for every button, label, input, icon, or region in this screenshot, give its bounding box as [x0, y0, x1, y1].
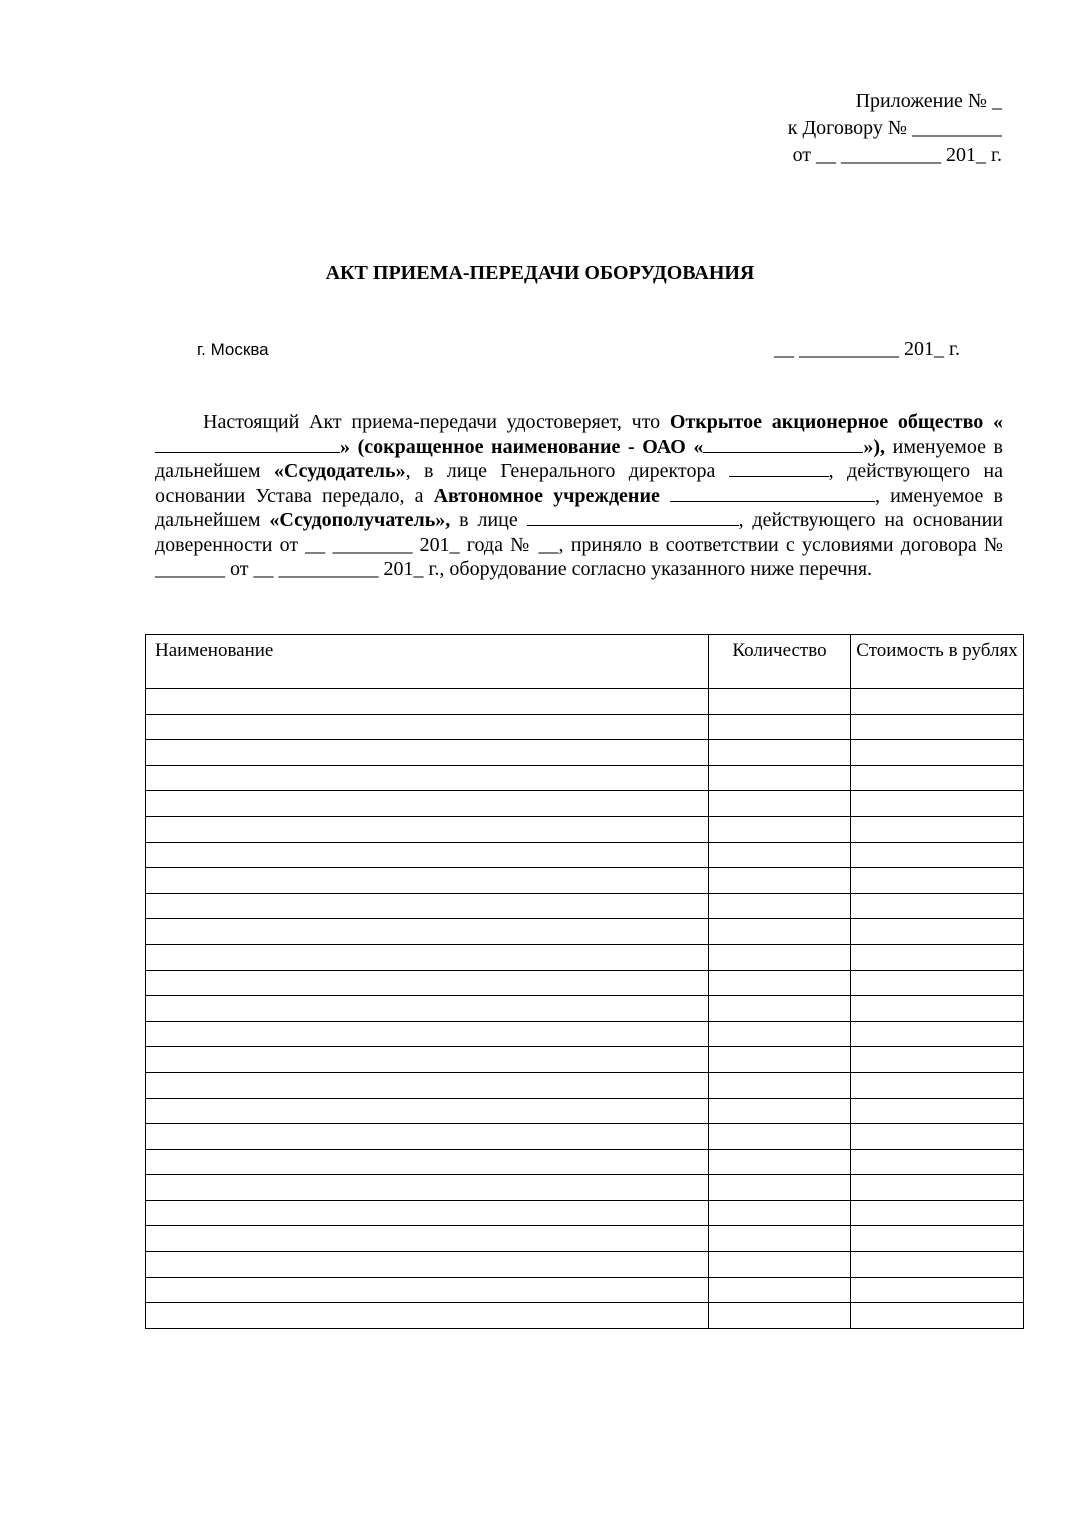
quantity-cell [709, 1021, 851, 1047]
quantity-cell [709, 1175, 851, 1201]
quantity-cell [709, 1277, 851, 1303]
table-row [146, 1226, 1024, 1252]
name-cell [146, 944, 709, 970]
name-cell [146, 1149, 709, 1175]
name-cell [146, 1200, 709, 1226]
paragraph-text: , действующего на основании Устава передало, а [155, 460, 1004, 507]
quantity-cell [709, 1303, 851, 1329]
blank-line [527, 509, 739, 526]
name-cell [146, 740, 709, 766]
table-row [146, 714, 1024, 740]
cost-cell [851, 1175, 1024, 1201]
name-cell [146, 1021, 709, 1047]
quantity-cell [709, 919, 851, 945]
quantity-cell [709, 1149, 851, 1175]
table-row [146, 1277, 1024, 1303]
table-row [146, 791, 1024, 817]
table-row [146, 970, 1024, 996]
quantity-cell [709, 868, 851, 894]
cost-cell [851, 1252, 1024, 1278]
column-header-quantity: Количество [709, 635, 851, 689]
table-row [146, 842, 1024, 868]
name-cell [146, 970, 709, 996]
quantity-cell [709, 970, 851, 996]
paragraph-text: , именуемое в дальнейшем [155, 484, 1003, 531]
table-row [146, 816, 1024, 842]
name-cell [146, 714, 709, 740]
table-row [146, 689, 1024, 715]
quantity-cell [709, 816, 851, 842]
cost-cell [851, 1124, 1024, 1150]
table-header-row [146, 635, 1024, 689]
cost-cell [851, 842, 1024, 868]
contract-reference: к Договору № _________ [787, 117, 1002, 139]
contract-date: от __ __________ 201_ г. [792, 144, 1002, 166]
place-date: __ __________ 201_ г. [774, 338, 960, 360]
name-cell [146, 919, 709, 945]
quantity-cell [709, 689, 851, 715]
table-row [146, 1072, 1024, 1098]
act-paragraph [155, 410, 1003, 582]
cost-cell [851, 816, 1024, 842]
table-row [146, 765, 1024, 791]
cost-cell [851, 868, 1024, 894]
cost-cell [851, 1149, 1024, 1175]
quantity-cell [709, 1047, 851, 1073]
cost-cell [851, 765, 1024, 791]
cost-cell [851, 893, 1024, 919]
name-cell [146, 1175, 709, 1201]
cost-cell [851, 791, 1024, 817]
name-cell [146, 689, 709, 715]
table-row [146, 1252, 1024, 1278]
cost-cell [851, 714, 1024, 740]
place-city: г. Москва [197, 340, 269, 359]
quantity-cell [709, 1072, 851, 1098]
quantity-cell [709, 996, 851, 1022]
table-row [146, 740, 1024, 766]
column-header-name: Наименование [146, 635, 709, 689]
paragraph-text: , действующего на основании доверенности от __ ________ 201_ года № __, приняло в соответствии с условиями договора № _______ от __ __________ 201_ г., оборудование согласно указанного ниже перечня. [155, 509, 1004, 580]
quantity-cell [709, 791, 851, 817]
table-row [146, 893, 1024, 919]
cost-cell [851, 689, 1024, 715]
name-cell [146, 1303, 709, 1329]
table-row [146, 1303, 1024, 1329]
cost-cell [851, 1277, 1024, 1303]
quantity-cell [709, 765, 851, 791]
cost-cell [851, 1303, 1024, 1329]
name-cell [146, 1252, 709, 1278]
appendix-header [788, 88, 1002, 169]
cost-cell [851, 1047, 1024, 1073]
quantity-cell [709, 740, 851, 766]
paragraph-bold: «Ссудополучатель», [269, 509, 451, 531]
cost-cell [851, 1226, 1024, 1252]
cost-cell [851, 919, 1024, 945]
table-row [146, 1021, 1024, 1047]
cost-cell [851, 740, 1024, 766]
table-row [146, 1098, 1024, 1124]
name-cell [146, 996, 709, 1022]
table-row [146, 1047, 1024, 1073]
column-header-cost: Стоимость в рублях [851, 635, 1024, 689]
cost-cell [851, 1072, 1024, 1098]
paragraph-bold: Автономное учреждение [433, 484, 670, 507]
cost-cell [851, 996, 1024, 1022]
quantity-cell [709, 944, 851, 970]
name-cell [146, 816, 709, 842]
quantity-cell [709, 842, 851, 868]
name-cell [146, 868, 709, 894]
name-cell [146, 1047, 709, 1073]
quantity-cell [709, 1098, 851, 1124]
table-row [146, 868, 1024, 894]
table-row [146, 1124, 1024, 1150]
blank-line [670, 485, 875, 502]
name-cell [146, 1124, 709, 1150]
table-row [146, 1149, 1024, 1175]
cost-cell [851, 1098, 1024, 1124]
table-row [146, 919, 1024, 945]
paragraph-text: в лице [450, 509, 527, 531]
blank-line [729, 460, 829, 477]
quantity-cell [709, 893, 851, 919]
quantity-cell [709, 1226, 851, 1252]
name-cell [146, 1277, 709, 1303]
blank-line [703, 436, 863, 453]
cost-cell [851, 944, 1024, 970]
name-cell [146, 893, 709, 919]
table-row [146, 1200, 1024, 1226]
quantity-cell [709, 1124, 851, 1150]
table-row [146, 944, 1024, 970]
appendix-number: Приложение № _ [855, 90, 1002, 112]
paragraph-bold: «Ссудодатель» [273, 460, 406, 482]
cost-cell [851, 970, 1024, 996]
paragraph-bold: »), [863, 435, 886, 458]
name-cell [146, 765, 709, 791]
paragraph-text: именуемое в дальнейшем [155, 435, 1003, 482]
cost-cell [851, 1021, 1024, 1047]
quantity-cell [709, 714, 851, 740]
paragraph-text: , в лице Генерального директора [405, 460, 729, 482]
name-cell [146, 1226, 709, 1252]
table-body [146, 689, 1024, 1329]
table-row [146, 1175, 1024, 1201]
name-cell [146, 842, 709, 868]
quantity-cell [709, 1252, 851, 1278]
document-title: АКТ ПРИЕМА-ПЕРЕДАЧИ ОБОРУДОВАНИЯ [325, 262, 755, 284]
paragraph-text: Настоящий Акт приема-передачи удостоверяет, что [203, 411, 670, 433]
cost-cell [851, 1200, 1024, 1226]
quantity-cell [709, 1200, 851, 1226]
paragraph-bold: Открытое акционерное общество « [669, 411, 1003, 433]
equipment-table [145, 634, 1024, 1329]
paragraph-bold: » (сокращенное наименование - ОАО « [340, 435, 704, 458]
blank-line [155, 436, 340, 453]
name-cell [146, 1072, 709, 1098]
name-cell [146, 791, 709, 817]
table-row [146, 996, 1024, 1022]
name-cell [146, 1098, 709, 1124]
